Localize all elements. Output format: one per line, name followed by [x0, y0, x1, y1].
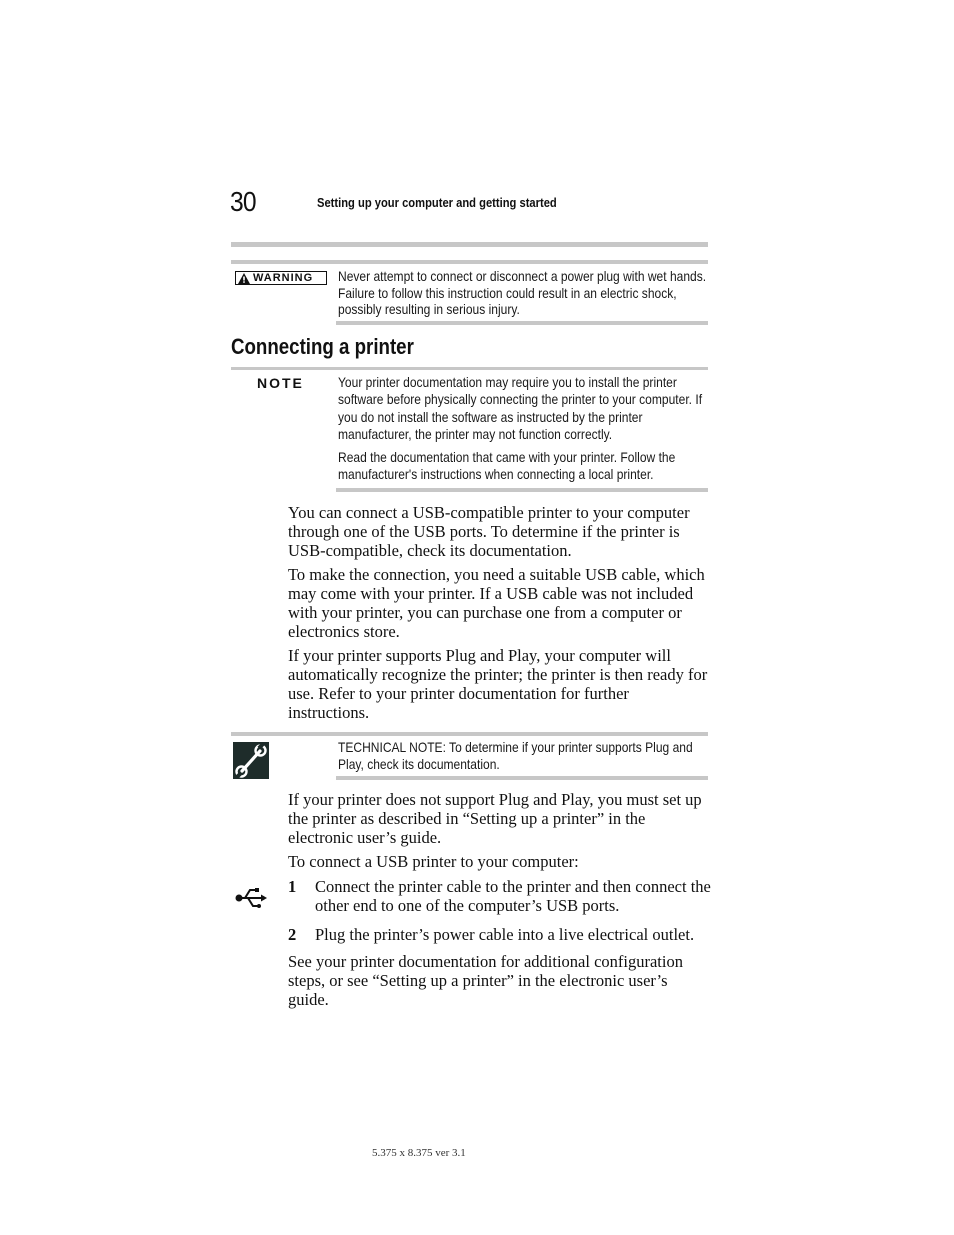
body-paragraph-4: If your printer does not support Plug and Play, you must set up the printer as described in “Setting up a printer” in the electronic user’s guide. — [288, 790, 702, 847]
note-paragraph-1: Your printer documentation may require you to install the printer software before physically connecting the printer to your computer. If you do not install the software as instructed by the printer manufacturer, the printer may not function correctly. — [338, 374, 703, 442]
body-paragraph-5: To connect a USB printer to your computer: — [288, 852, 579, 871]
page-number: 30 — [230, 186, 256, 217]
step-number-1: 1 — [288, 877, 297, 896]
wrench-icon — [233, 742, 269, 779]
note-bottom-rule — [336, 488, 708, 492]
technical-note-top-rule — [231, 732, 708, 736]
section-heading: Connecting a printer — [231, 334, 414, 359]
body-paragraph-6: See your printer documentation for additional configuration steps, or see “Setting up a printer” in the electronic user’s guide. — [288, 952, 683, 1009]
body-paragraph-1: You can connect a USB-compatible printer to your computer through one of the USB ports. To determine if the printer is USB-compatible, check its documentation. — [288, 503, 690, 560]
warning-text: Never attempt to connect or disconnect a power plug with wet hands. Failure to follow this instruction could result in an electric shock, possibly resulting in serious injury. — [338, 268, 707, 317]
warning-label — [235, 271, 327, 285]
body-paragraph-2: To make the connection, you need a suitable USB cable, which may come with your printer. If a USB cable was not included with your printer, you can purchase one from a computer or electronics store. — [288, 565, 705, 641]
step-number-2: 2 — [288, 925, 297, 944]
step-text-2: Plug the printer’s power cable into a live electrical outlet. — [315, 925, 695, 944]
note-label: NOTE — [257, 375, 304, 391]
section-rule — [231, 367, 708, 370]
warning-triangle-icon — [238, 273, 250, 284]
warning-label-text: WARNING — [253, 272, 314, 284]
warning-bottom-rule — [336, 321, 708, 325]
body-paragraph-3: If your printer supports Plug and Play, your computer will automatically recognize the printer; the printer is then ready for use. Refer to your printer documentation for further instructions. — [288, 646, 708, 722]
technical-note-bottom-rule — [336, 776, 708, 780]
page-footer: 5.375 x 8.375 ver 3.1 — [372, 1147, 466, 1159]
technical-note-text: TECHNICAL NOTE: To determine if your printer supports Plug and Play, check its documentation. — [338, 739, 693, 772]
running-title: Setting up your computer and getting started — [317, 195, 557, 210]
usb-icon — [233, 884, 267, 912]
header-rule — [231, 242, 708, 247]
warning-top-rule — [231, 260, 708, 264]
note-paragraph-2: Read the documentation that came with your printer. Follow the manufacturer's instructions when connecting a local printer. — [338, 449, 676, 483]
step-text-1: Connect the printer cable to the printer and then connect the other end to one of the computer’s USB ports. — [315, 877, 711, 915]
